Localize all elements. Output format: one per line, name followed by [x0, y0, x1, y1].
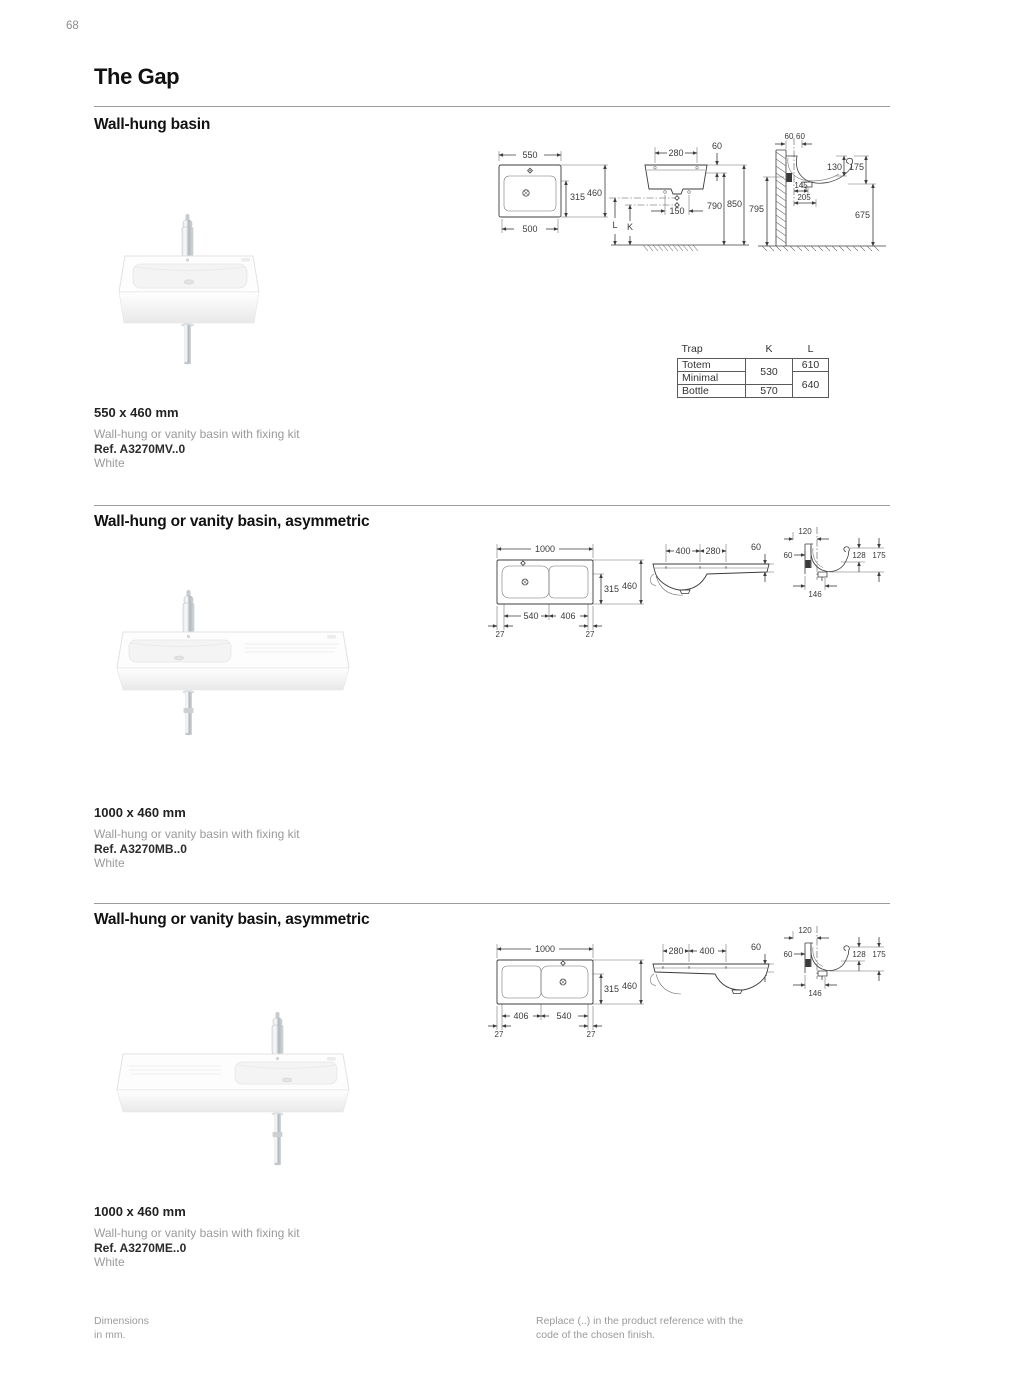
plan-drawing-1000-left: [483, 536, 651, 644]
dim-edge-right: 27: [585, 630, 595, 639]
footer-finish-line2: code of the chosen finish.: [536, 1329, 656, 1341]
product-size: 1000 x 460 mm: [94, 805, 186, 820]
product-photo-550-basin: [95, 198, 315, 370]
footer-dim-line2: in mm.: [94, 1329, 126, 1341]
drain-pipe: [272, 1112, 284, 1165]
dim-wall-off-a: 60: [784, 132, 794, 141]
product-finish: White: [94, 856, 125, 870]
footer-finish-line1: Replace (..) in the product reference with the: [536, 1315, 744, 1327]
dim-thickness: 60: [750, 942, 761, 952]
dim-top-depth: 120: [798, 527, 812, 536]
dim-width: 1000: [534, 544, 556, 554]
tap-hole: [187, 635, 190, 638]
l-value-minimal-bottle: 640: [793, 372, 829, 398]
dim-left: 400: [675, 546, 691, 556]
dim-lower-width: 500: [522, 224, 538, 234]
product-reference: Ref. A3270MV..0: [94, 441, 186, 456]
dim-depth: 460: [587, 188, 603, 198]
product-description: Wall-hung or vanity basin with fixing kit: [94, 427, 300, 441]
dim-fix-height: 795: [748, 204, 764, 214]
drain: [282, 1078, 292, 1082]
drain: [174, 656, 184, 660]
front-drawing-1000-right: [643, 934, 783, 1006]
dim-rim-offset: 60: [711, 141, 723, 151]
dim-bowl-width: 540: [556, 1011, 572, 1021]
brand-logo: [241, 258, 250, 262]
k-col-header: K: [765, 343, 773, 355]
product-size: 550 x 460 mm: [94, 405, 179, 420]
product-photo-1000-right-basin: [113, 1010, 353, 1182]
footer-dim-line1: Dimensions: [94, 1315, 149, 1327]
dim-trap-k: K: [626, 222, 634, 232]
page-number: 68: [66, 20, 79, 32]
footer-dimensions-note: [94, 1314, 149, 1342]
section-heading-asymmetric-left: Wall-hung or vanity basin, asymmetric: [94, 513, 370, 530]
dim-shelf-width: 406: [513, 1011, 529, 1021]
dim-shelf-width: 406: [560, 611, 576, 621]
side-drawing-1000-right: [781, 921, 899, 1016]
dim-wall-gap: 60: [783, 950, 793, 959]
page-title: The Gap: [94, 64, 180, 89]
faucet-icon: [182, 214, 193, 256]
faucet-icon: [272, 1012, 283, 1054]
dim-trap-l: L: [612, 220, 618, 230]
product-reference: Ref. A3270ME..0: [94, 1240, 187, 1255]
dim-left: 280: [668, 946, 684, 956]
dim-edge-right: 27: [586, 1030, 596, 1039]
brand-logo: [327, 635, 336, 639]
dim-depth-b: 205: [797, 193, 811, 202]
tap-hole: [276, 1057, 279, 1060]
drain-pipe: [181, 323, 194, 364]
table-row: [678, 359, 829, 372]
product-info-1000-left: [94, 805, 424, 871]
drain-pipe: [183, 690, 195, 735]
dim-bowl-depth: 315: [604, 984, 620, 994]
trap-table: [677, 343, 829, 398]
section-divider: [94, 505, 890, 506]
product-size: 1000 x 460 mm: [94, 1204, 186, 1219]
tap-hole: [186, 258, 189, 261]
l-value-totem: 610: [793, 359, 829, 372]
trap-bottle: Bottle: [678, 385, 746, 398]
dim-inner-drop: 130: [826, 162, 842, 172]
dim-rim-height: 790: [706, 201, 722, 211]
plan-drawing-550: [486, 143, 611, 243]
dim-right: 280: [705, 546, 721, 556]
section-heading-asymmetric-right: Wall-hung or vanity basin, asymmetric: [94, 911, 370, 928]
dim-bottom-depth: 146: [808, 989, 822, 998]
dim-clear-height: 675: [854, 210, 870, 220]
dim-thickness: 60: [750, 542, 761, 552]
dim-bowl-depth: 315: [570, 192, 586, 202]
dim-inner-drop: 128: [852, 551, 866, 560]
footer-finish-note: [536, 1314, 766, 1342]
dim-depth: 460: [622, 581, 638, 591]
dim-front-drop: 175: [848, 162, 864, 172]
dim-edge-left: 27: [494, 1030, 504, 1039]
dim-bowl-depth: 315: [604, 584, 620, 594]
product-finish: White: [94, 456, 125, 470]
dim-front-drop: 175: [872, 950, 886, 959]
dim-top-height: 850: [726, 199, 742, 209]
trap-totem: Totem: [678, 359, 746, 372]
product-info-550: [94, 405, 424, 471]
drain: [184, 280, 194, 284]
dim-right: 400: [699, 946, 715, 956]
dim-edge-left: 27: [495, 630, 505, 639]
dim-bowl-width: 540: [523, 611, 539, 621]
faucet-icon: [183, 590, 194, 632]
trap-col-header: Trap: [681, 343, 703, 355]
side-drawing-1000-left: [781, 522, 899, 617]
dim-depth-a: 145: [794, 181, 808, 190]
side-drawing-550: [746, 132, 898, 254]
product-reference: Ref. A3270MB..0: [94, 841, 187, 856]
section-heading-wall-hung-basin: Wall-hung basin: [94, 116, 211, 133]
k-value-bottle: 570: [746, 385, 793, 398]
product-photo-1000-left-basin: [113, 588, 353, 750]
l-col-header: L: [807, 343, 814, 355]
title-divider: [94, 106, 890, 107]
dim-tap-holes: 280: [668, 148, 684, 158]
front-drawing-550: [597, 137, 762, 255]
dim-width: 1000: [534, 944, 556, 954]
product-info-1000-right: [94, 1204, 424, 1270]
product-description: Wall-hung or vanity basin with fixing kit: [94, 1226, 300, 1240]
dim-front-drop: 175: [872, 551, 886, 560]
dim-bottom-depth: 146: [808, 590, 822, 599]
dim-drain-span: 150: [669, 206, 685, 216]
brand-logo: [327, 1057, 336, 1061]
front-drawing-1000-left: [643, 534, 783, 606]
dim-depth: 460: [622, 981, 638, 991]
dim-width: 550: [522, 150, 538, 160]
dim-wall-off-b: 60: [796, 132, 805, 141]
product-description: Wall-hung or vanity basin with fixing kit: [94, 827, 300, 841]
trap-minimal: Minimal: [678, 372, 746, 385]
dim-inner-drop: 128: [852, 950, 866, 959]
section-divider: [94, 903, 890, 904]
dim-top-depth: 120: [798, 926, 812, 935]
plan-drawing-1000-right: [483, 936, 651, 1044]
product-finish: White: [94, 1255, 125, 1269]
dim-wall-gap: 60: [783, 551, 793, 560]
k-value-totem-minimal: 530: [746, 359, 793, 385]
